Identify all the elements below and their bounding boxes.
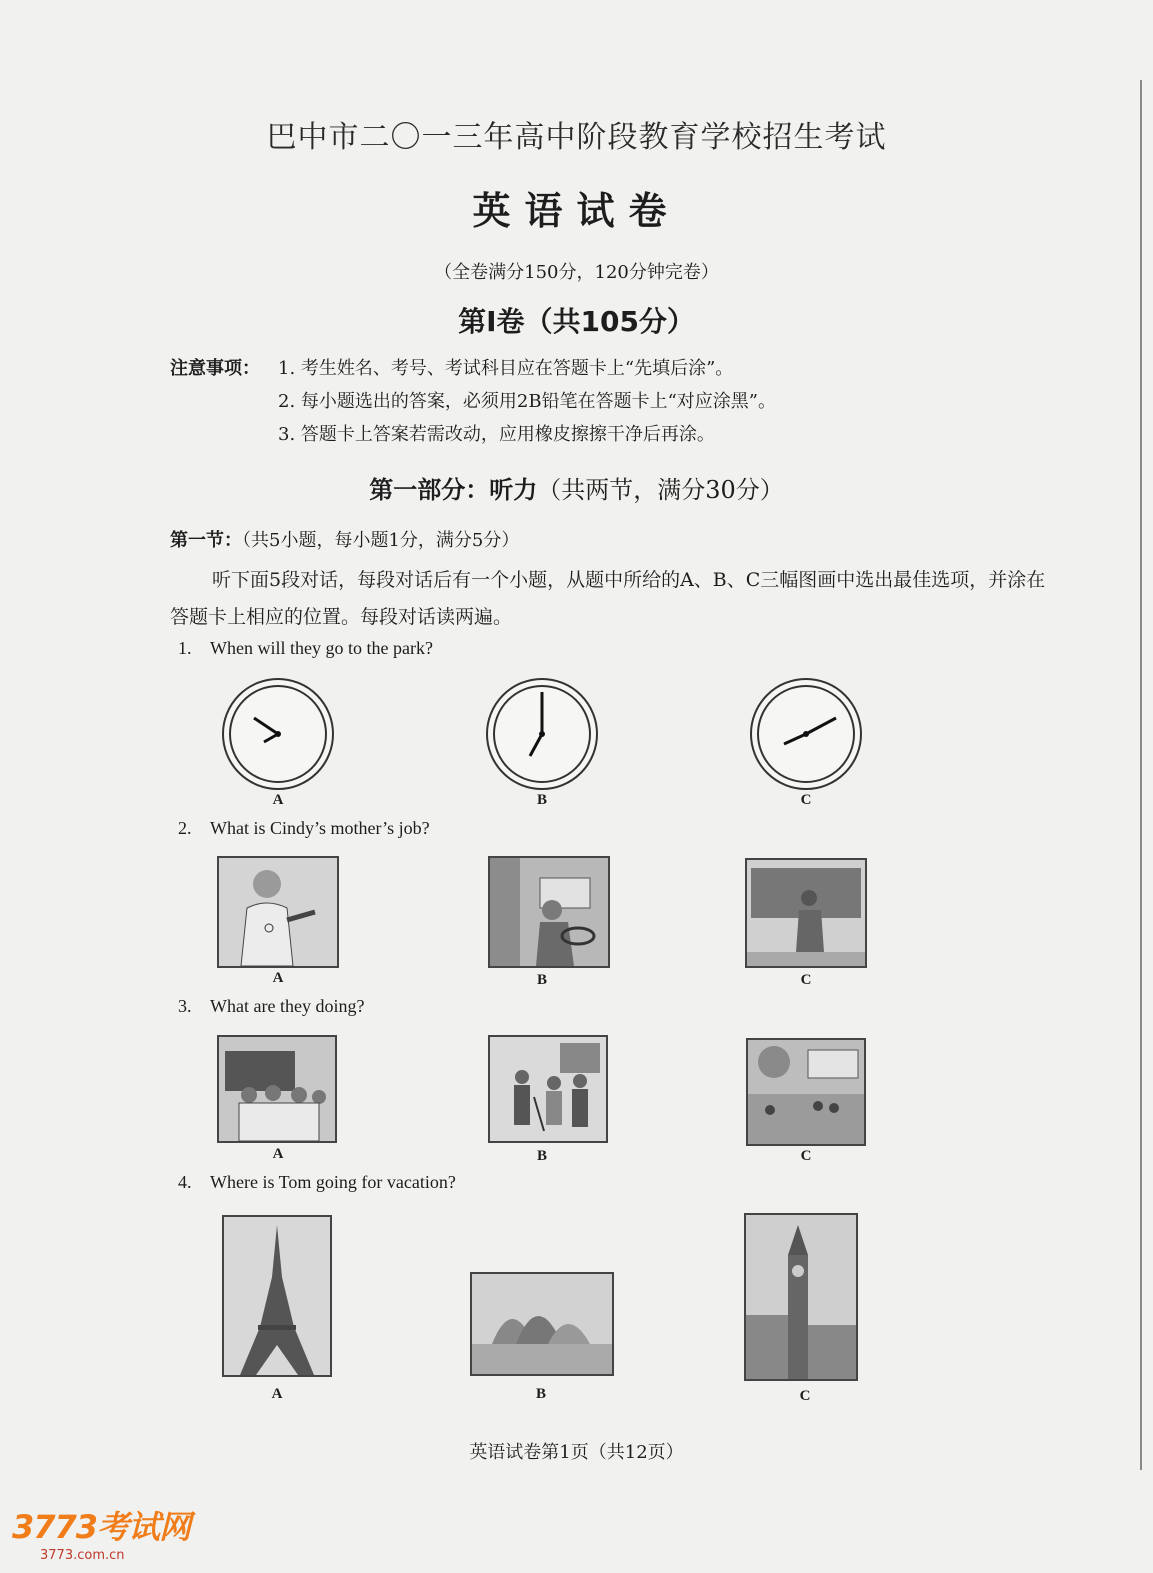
part-heading-rest: （共两节，满分30分） (537, 476, 784, 504)
notes-label: 注意事项： (170, 358, 260, 379)
option-label: C (799, 1388, 811, 1404)
question-number: 4. (178, 1172, 192, 1192)
volume-heading: 第Ⅰ卷（共105分） (458, 305, 695, 338)
note-item: 2. 每小题选出的答案，必须用2B铅笔在答题卡上“对应涂黑”。 (278, 391, 776, 412)
clock-icon-a (220, 676, 336, 792)
question-text: What are they doing? (210, 996, 365, 1016)
option-label: C (800, 792, 812, 808)
question-number: 3. (178, 996, 192, 1016)
watermark-url: 3773.com.cn (40, 1548, 125, 1563)
opera-house-picture (470, 1272, 614, 1376)
question-number: 2. (178, 818, 192, 838)
singing-picture (217, 1035, 337, 1143)
exam-title: 巴中市二〇一三年高中阶段教育学校招生考试 (266, 120, 887, 155)
score-note: （全卷满分150分，120分钟完卷） (434, 262, 719, 283)
option-label: B (536, 972, 547, 988)
eiffel-tower-picture (222, 1215, 332, 1377)
bus-driver-picture (488, 856, 610, 968)
section-rest: （共5小题，每小题1分，满分5分） (242, 530, 520, 551)
part-heading (0, 470, 1153, 505)
section-heading (170, 526, 519, 552)
subject-title: 英语试卷 (472, 189, 681, 233)
option-label: B (535, 1386, 546, 1402)
question-text: Where is Tom going for vacation? (210, 1172, 456, 1192)
option-label: C (800, 972, 812, 988)
doctor-picture (217, 856, 339, 968)
site-watermark (12, 1502, 190, 1563)
clock-icon-c (748, 676, 864, 792)
question-1 (178, 638, 433, 659)
page-footer: 英语试卷第1页（共12页） (469, 1442, 684, 1463)
option-label: A (272, 1146, 284, 1162)
question-3 (178, 996, 364, 1017)
instructions: 听下面5段对话，每段对话后有一个小题，从题中所给的A、B、C三幅图画中选出最佳选项，并涂在答题卡上相应的位置。每段对话读两遍。 (170, 569, 1046, 628)
cleaning-picture (488, 1035, 608, 1143)
note-item: 1. 考生姓名、考号、考试科目应在答题卡上“先填后涂”。 (278, 358, 734, 379)
notes-block (170, 352, 776, 445)
watermark-brand: 3773考试网 (12, 1508, 191, 1546)
option-label: A (272, 792, 284, 808)
teacher-picture (745, 858, 867, 968)
option-label: C (800, 1148, 812, 1164)
note-item: 3. 答题卡上答案若需改动，应用橡皮擦擦干净后再涂。 (278, 424, 715, 445)
option-label: B (536, 792, 547, 808)
question-number: 1. (178, 638, 192, 658)
page-edge-line (1140, 80, 1142, 1470)
section-label: 第一节： (170, 530, 242, 551)
question-text: When will they go to the park? (210, 638, 433, 658)
part-heading-bold: 第一部分：听力 (369, 476, 538, 504)
option-label: A (271, 1386, 283, 1402)
big-ben-picture (744, 1213, 858, 1381)
question-4 (178, 1172, 456, 1193)
question-text: What is Cindy’s mother’s job? (210, 818, 430, 838)
question-2 (178, 818, 430, 839)
option-label: B (536, 1148, 547, 1164)
playing-picture (746, 1038, 866, 1146)
clock-icon-b (484, 676, 600, 792)
option-label: A (272, 970, 284, 986)
